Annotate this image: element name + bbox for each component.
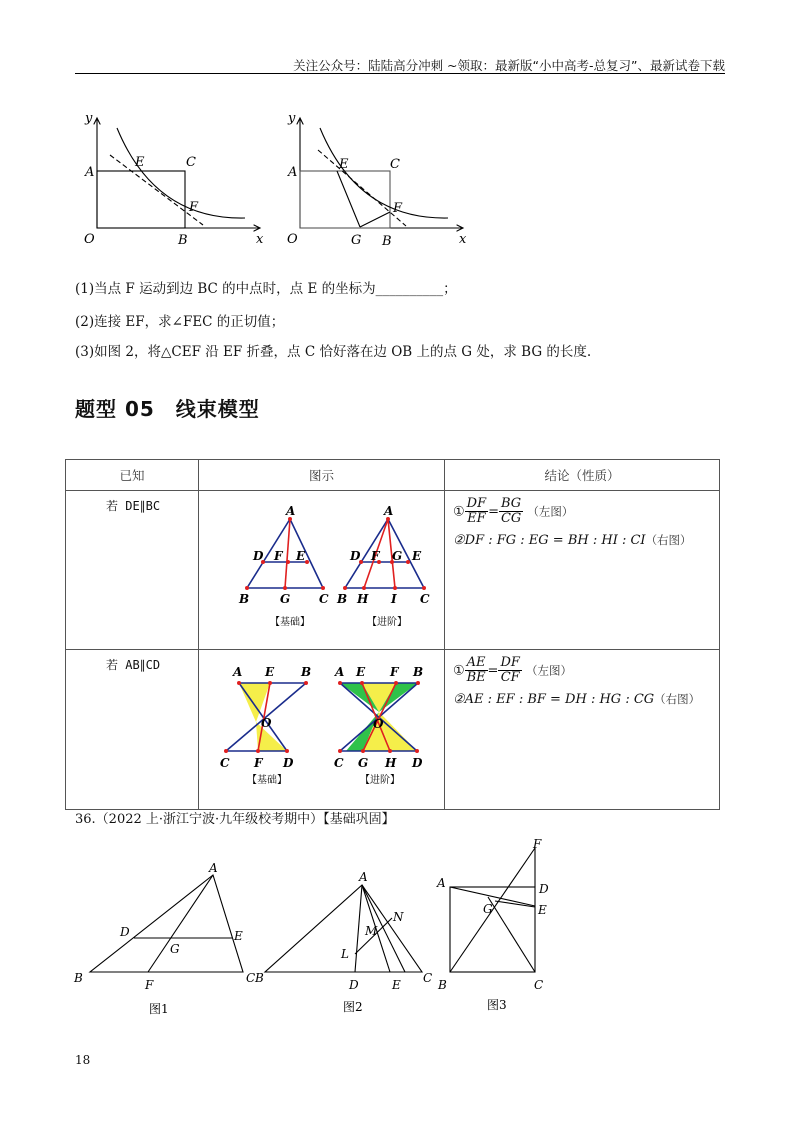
figure-cell bbox=[199, 650, 445, 810]
fig-label: A bbox=[384, 504, 394, 518]
fig2-label: F bbox=[393, 201, 403, 216]
fig-label: A bbox=[335, 665, 345, 679]
circled-1: ① bbox=[453, 663, 465, 679]
fig2-caption: 图2 bbox=[343, 1000, 363, 1014]
question-1: (1)当点 F 运动到边 BC 的中点时，点 E 的坐标为__________； bbox=[75, 281, 457, 297]
condition-cell: 若 DE∥BC bbox=[66, 491, 199, 650]
fig-label: E bbox=[265, 665, 275, 679]
fig1-label: C bbox=[186, 155, 196, 170]
model-table bbox=[65, 459, 720, 810]
denominator: BE bbox=[466, 670, 486, 686]
fig2-label: C bbox=[423, 971, 433, 985]
fraction bbox=[465, 656, 488, 686]
fig-caption: 【基础】 bbox=[247, 775, 287, 786]
conclusion-cell bbox=[445, 491, 720, 650]
section-title: 题型 05 线束模型 bbox=[75, 397, 260, 421]
fig-label: G bbox=[280, 592, 291, 606]
numerator: AE bbox=[466, 655, 486, 670]
fig-label: F bbox=[254, 756, 263, 770]
table-row bbox=[66, 491, 720, 650]
fig-caption: 【基础】 bbox=[270, 617, 310, 628]
fig3-label: B bbox=[438, 978, 447, 992]
fig2-label: A bbox=[288, 165, 298, 180]
fig-label: F bbox=[274, 549, 283, 563]
fig2-label: M bbox=[365, 924, 378, 938]
fig2-label: C bbox=[390, 157, 400, 172]
fig-label: F bbox=[390, 665, 399, 679]
coordinate-figure-2 bbox=[300, 118, 463, 228]
fig3-label: E bbox=[538, 903, 547, 917]
numerator: DF bbox=[466, 496, 487, 511]
fig-label: H bbox=[357, 592, 369, 606]
ratio-text: ②AE : EF : BF = DH : HG : CG bbox=[453, 691, 655, 707]
figure-cell bbox=[199, 491, 445, 650]
equals-sign: = bbox=[488, 504, 500, 520]
denominator: EF bbox=[467, 511, 486, 527]
denominator: CG bbox=[500, 511, 522, 527]
fraction bbox=[465, 497, 488, 527]
page-header: 关注公众号：陆陆高分冲刺 ~领取：最新版“小中高考-总复习”、最新试卷下载 bbox=[293, 58, 725, 73]
fig2-label: B bbox=[382, 234, 392, 249]
fig2-label: x bbox=[459, 232, 467, 247]
conclusion-cell bbox=[445, 650, 720, 810]
bottom-figures bbox=[65, 832, 585, 1022]
fraction bbox=[498, 656, 521, 686]
table-header: 图示 bbox=[199, 460, 445, 491]
fig1-caption: 图1 bbox=[149, 1002, 169, 1016]
fig-caption: 【进阶】 bbox=[360, 775, 400, 786]
conclusion-2 bbox=[453, 690, 719, 711]
fig3-label: C bbox=[534, 978, 544, 992]
fig2-label: N bbox=[393, 910, 404, 924]
fig1-label: B bbox=[178, 233, 188, 248]
fig2-label: G bbox=[351, 233, 362, 248]
fig-caption: 【进阶】 bbox=[367, 617, 407, 628]
fig1-label: C bbox=[246, 971, 256, 985]
fraction bbox=[499, 497, 523, 527]
circled-1: ① bbox=[453, 504, 465, 520]
fig3-label: D bbox=[539, 882, 549, 896]
conclusion-1 bbox=[453, 656, 719, 686]
numerator: DF bbox=[500, 655, 520, 670]
note: （右图） bbox=[654, 691, 701, 706]
fig1-label: A bbox=[85, 165, 95, 180]
fig-label: A bbox=[233, 665, 243, 679]
fig1-label: y bbox=[85, 111, 93, 126]
fig1-label: A bbox=[209, 861, 218, 875]
parallel-lines-triangle-figures bbox=[199, 491, 444, 646]
header-divider bbox=[75, 73, 725, 74]
fig2-label: E bbox=[392, 978, 401, 992]
fig-label: C bbox=[334, 756, 344, 770]
fig-label: O bbox=[373, 717, 384, 731]
fig2-label: y bbox=[288, 111, 296, 126]
fig-label: A bbox=[286, 504, 296, 518]
question-2: (2)连接 EF，求∠FEC 的正切值； bbox=[75, 314, 285, 330]
fig2-label: L bbox=[341, 947, 349, 961]
fig-label: C bbox=[420, 592, 430, 606]
fig-label: E bbox=[412, 549, 422, 563]
fig1-label: O bbox=[84, 232, 95, 247]
fig-label: B bbox=[239, 592, 250, 606]
fig-label: D bbox=[283, 756, 294, 770]
table-row bbox=[66, 650, 720, 810]
conclusion-1 bbox=[453, 497, 719, 527]
denominator: CF bbox=[500, 670, 520, 686]
ratio-text: ②DF : FG : EG = BH : HI : CI bbox=[453, 532, 646, 548]
numerator: BG bbox=[501, 496, 522, 511]
fig-label: H bbox=[385, 756, 397, 770]
fig-label: G bbox=[358, 756, 369, 770]
fig1-label: F bbox=[189, 200, 199, 215]
hourglass-figures bbox=[199, 650, 444, 806]
note: （右图） bbox=[645, 532, 692, 547]
fig-label: C bbox=[220, 756, 230, 770]
fig1-label: F bbox=[145, 978, 154, 992]
fig-label: D bbox=[253, 549, 264, 563]
fig3-label: F bbox=[533, 837, 542, 851]
fig-label: F bbox=[371, 549, 380, 563]
coordinate-figure-1 bbox=[97, 118, 260, 228]
table-header: 结论（性质） bbox=[445, 460, 720, 491]
equals-sign: = bbox=[487, 663, 499, 679]
fig1-label: B bbox=[74, 971, 83, 985]
fig2-label: B bbox=[255, 971, 264, 985]
fig-label: E bbox=[356, 665, 366, 679]
fig2-label: A bbox=[359, 870, 368, 884]
fig1-label: G bbox=[170, 942, 180, 956]
fig3-caption: 图3 bbox=[487, 998, 507, 1012]
fig-label: G bbox=[392, 549, 403, 563]
condition-cell: 若 AB∥CD bbox=[66, 650, 199, 810]
fig-label: B bbox=[337, 592, 348, 606]
exercise-heading: 36.（2022 上·浙江宁波·九年级校考期中）【基础巩固】 bbox=[75, 812, 395, 827]
table-header-row bbox=[66, 460, 720, 491]
fig-label: D bbox=[350, 549, 361, 563]
fig1-label: E bbox=[135, 155, 145, 170]
fig-label: I bbox=[391, 592, 397, 606]
question-3: (3)如图 2，将△CEF 沿 EF 折叠，点 C 恰好落在边 OB 上的点 G 处，求 BG 的长度. bbox=[75, 344, 592, 360]
page-number: 18 bbox=[75, 1053, 91, 1067]
note: （左图） bbox=[527, 504, 574, 519]
note: （左图） bbox=[526, 663, 573, 678]
fig-label: B bbox=[413, 665, 424, 679]
fig-label: C bbox=[319, 592, 329, 606]
fig3-label: A bbox=[437, 876, 446, 890]
table-header: 已知 bbox=[66, 460, 199, 491]
fig1-label: D bbox=[120, 925, 130, 939]
conclusion-2 bbox=[453, 531, 719, 552]
fig1-label: E bbox=[234, 929, 243, 943]
fig-label: E bbox=[296, 549, 306, 563]
figure-1-triangle bbox=[90, 875, 243, 972]
fig2-label: E bbox=[339, 157, 349, 172]
fig2-label: O bbox=[287, 232, 298, 247]
top-figures bbox=[75, 100, 495, 260]
fig1-label: x bbox=[256, 232, 264, 247]
fig-label: B bbox=[301, 665, 312, 679]
fig2-label: D bbox=[349, 978, 359, 992]
fig-label: O bbox=[261, 716, 272, 730]
fig-label: D bbox=[412, 756, 423, 770]
fig3-label: G bbox=[483, 902, 493, 916]
